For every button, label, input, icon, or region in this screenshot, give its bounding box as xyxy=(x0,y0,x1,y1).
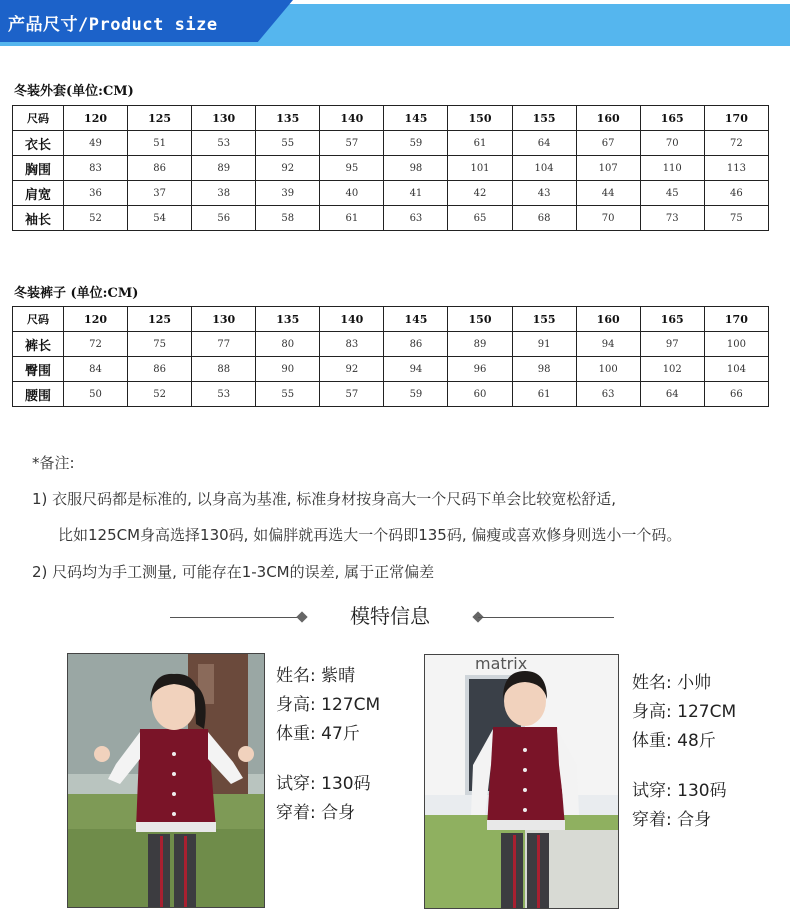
model-photo-boy xyxy=(424,654,619,909)
table-cell: 92 xyxy=(320,357,384,382)
table-cell: 107 xyxy=(576,156,640,181)
table-cell: 104 xyxy=(512,156,576,181)
model-fit: 穿着: 合身 xyxy=(276,803,356,823)
section-title: 产品尺寸/Product size xyxy=(8,15,218,35)
table-cell: 37 xyxy=(128,181,192,206)
table-cell: 38 xyxy=(192,181,256,206)
table-cell: 96 xyxy=(448,357,512,382)
table-cell: 72 xyxy=(704,131,768,156)
table-cell: 49 xyxy=(64,131,128,156)
table-cell: 45 xyxy=(640,181,704,206)
table-cell: 52 xyxy=(128,382,192,407)
table-cell: 100 xyxy=(704,332,768,357)
table-cell: 66 xyxy=(704,382,768,407)
table-cell: 75 xyxy=(704,206,768,231)
table-cell: 84 xyxy=(64,357,128,382)
table-cell: 56 xyxy=(192,206,256,231)
model-height: 身高: 127CM xyxy=(276,695,381,715)
table-cell: 57 xyxy=(320,131,384,156)
table-cell: 90 xyxy=(256,357,320,382)
table-cell: 150 xyxy=(448,307,512,332)
row-label: 肩宽 xyxy=(13,181,64,206)
table-cell: 68 xyxy=(512,206,576,231)
table-cell: 89 xyxy=(448,332,512,357)
table-row xyxy=(13,382,769,407)
jacket-table-caption: 冬装外套(单位:CM) xyxy=(14,84,134,99)
table-cell: 58 xyxy=(256,206,320,231)
size-header-row xyxy=(13,106,769,131)
divider-right xyxy=(478,617,614,618)
table-cell: 36 xyxy=(64,181,128,206)
table-cell: 70 xyxy=(640,131,704,156)
model-weight: 体重: 47斤 xyxy=(276,724,360,744)
table-cell: 160 xyxy=(576,106,640,131)
jacket-size-table xyxy=(12,105,769,231)
table-cell: 100 xyxy=(576,357,640,382)
table-cell: 44 xyxy=(576,181,640,206)
table-cell: 59 xyxy=(384,131,448,156)
table-cell: 97 xyxy=(640,332,704,357)
table-cell: 120 xyxy=(64,106,128,131)
table-cell: 165 xyxy=(640,106,704,131)
table-cell: 170 xyxy=(704,307,768,332)
note-1-continued: 比如125CM身高选择130码, 如偏胖就再选大一个码即135码, 偏瘦或喜欢修身则选小一个码。 xyxy=(58,526,682,544)
table-cell: 130 xyxy=(192,106,256,131)
table-cell: 72 xyxy=(64,332,128,357)
table-cell: 94 xyxy=(384,357,448,382)
table-cell: 39 xyxy=(256,181,320,206)
table-cell: 41 xyxy=(384,181,448,206)
model-size: 试穿: 130码 xyxy=(276,774,371,794)
table-cell: 83 xyxy=(64,156,128,181)
table-cell: 43 xyxy=(512,181,576,206)
table-cell: 130 xyxy=(192,307,256,332)
table-cell: 125 xyxy=(128,307,192,332)
table-cell: 155 xyxy=(512,106,576,131)
table-cell: 65 xyxy=(448,206,512,231)
row-label: 尺码 xyxy=(13,307,64,332)
table-cell: 73 xyxy=(640,206,704,231)
pants-table-caption: 冬装裤子 (单位:CM) xyxy=(14,286,139,301)
table-cell: 89 xyxy=(192,156,256,181)
row-label: 衣长 xyxy=(13,131,64,156)
table-cell: 60 xyxy=(448,382,512,407)
table-cell: 150 xyxy=(448,106,512,131)
table-cell: 55 xyxy=(256,131,320,156)
table-cell: 86 xyxy=(128,357,192,382)
table-cell: 155 xyxy=(512,307,576,332)
table-cell: 70 xyxy=(576,206,640,231)
table-cell: 98 xyxy=(384,156,448,181)
table-cell: 53 xyxy=(192,382,256,407)
model-size: 试穿: 130码 xyxy=(632,781,727,801)
table-row xyxy=(13,156,769,181)
table-cell: 64 xyxy=(512,131,576,156)
table-cell: 75 xyxy=(128,332,192,357)
model-photo-girl xyxy=(67,653,265,908)
table-cell: 113 xyxy=(704,156,768,181)
model-name: 姓名: 小帅 xyxy=(632,673,712,693)
table-cell: 51 xyxy=(128,131,192,156)
size-header-row xyxy=(13,307,769,332)
table-cell: 101 xyxy=(448,156,512,181)
model-weight: 体重: 48斤 xyxy=(632,731,716,751)
table-cell: 91 xyxy=(512,332,576,357)
table-cell: 94 xyxy=(576,332,640,357)
table-cell: 59 xyxy=(384,382,448,407)
model-info-girl xyxy=(276,662,380,828)
row-label: 腰围 xyxy=(13,382,64,407)
table-cell: 95 xyxy=(320,156,384,181)
table-cell: 160 xyxy=(576,307,640,332)
table-cell: 145 xyxy=(384,106,448,131)
table-cell: 120 xyxy=(64,307,128,332)
table-cell: 86 xyxy=(128,156,192,181)
table-cell: 54 xyxy=(128,206,192,231)
table-cell: 55 xyxy=(256,382,320,407)
notes-title: *备注: xyxy=(32,454,75,472)
table-cell: 110 xyxy=(640,156,704,181)
table-cell: 88 xyxy=(192,357,256,382)
table-cell: 61 xyxy=(320,206,384,231)
table-cell: 50 xyxy=(64,382,128,407)
row-label: 裤长 xyxy=(13,332,64,357)
table-cell: 140 xyxy=(320,307,384,332)
model-info-heading: 模特信息 xyxy=(350,604,430,628)
divider-left xyxy=(170,617,302,618)
table-cell: 145 xyxy=(384,307,448,332)
table-cell: 170 xyxy=(704,106,768,131)
model-height: 身高: 127CM xyxy=(632,702,737,722)
table-cell: 86 xyxy=(384,332,448,357)
table-cell: 140 xyxy=(320,106,384,131)
table-cell: 63 xyxy=(384,206,448,231)
table-cell: 67 xyxy=(576,131,640,156)
table-cell: 52 xyxy=(64,206,128,231)
table-cell: 57 xyxy=(320,382,384,407)
pants-size-table xyxy=(12,306,769,407)
section-banner xyxy=(0,0,790,48)
row-label: 胸围 xyxy=(13,156,64,181)
table-cell: 80 xyxy=(256,332,320,357)
table-cell: 40 xyxy=(320,181,384,206)
table-cell: 125 xyxy=(128,106,192,131)
table-cell: 61 xyxy=(512,382,576,407)
photo-sign-text: matrix xyxy=(475,655,528,673)
table-cell: 46 xyxy=(704,181,768,206)
table-cell: 92 xyxy=(256,156,320,181)
model-fit: 穿着: 合身 xyxy=(632,810,712,830)
table-cell: 165 xyxy=(640,307,704,332)
table-cell: 77 xyxy=(192,332,256,357)
table-cell: 98 xyxy=(512,357,576,382)
table-cell: 104 xyxy=(704,357,768,382)
table-row xyxy=(13,206,769,231)
model-name: 姓名: 紫晴 xyxy=(276,666,356,686)
table-cell: 135 xyxy=(256,106,320,131)
model-info-boy xyxy=(632,669,736,835)
table-row xyxy=(13,181,769,206)
note-1: 1) 衣服尺码都是标准的, 以身高为基准, 标准身材按身高大一个尺码下单会比较宽松舒适, xyxy=(32,490,617,508)
row-label: 臀围 xyxy=(13,357,64,382)
table-cell: 64 xyxy=(640,382,704,407)
row-label: 尺码 xyxy=(13,106,64,131)
table-cell: 61 xyxy=(448,131,512,156)
note-2: 2) 尺码均为手工测量, 可能存在1-3CM的误差, 属于正常偏差 xyxy=(32,563,435,581)
row-label: 袖长 xyxy=(13,206,64,231)
table-cell: 63 xyxy=(576,382,640,407)
table-row xyxy=(13,357,769,382)
table-row xyxy=(13,131,769,156)
table-cell: 102 xyxy=(640,357,704,382)
table-cell: 42 xyxy=(448,181,512,206)
table-row xyxy=(13,332,769,357)
table-cell: 83 xyxy=(320,332,384,357)
table-cell: 53 xyxy=(192,131,256,156)
table-cell: 135 xyxy=(256,307,320,332)
